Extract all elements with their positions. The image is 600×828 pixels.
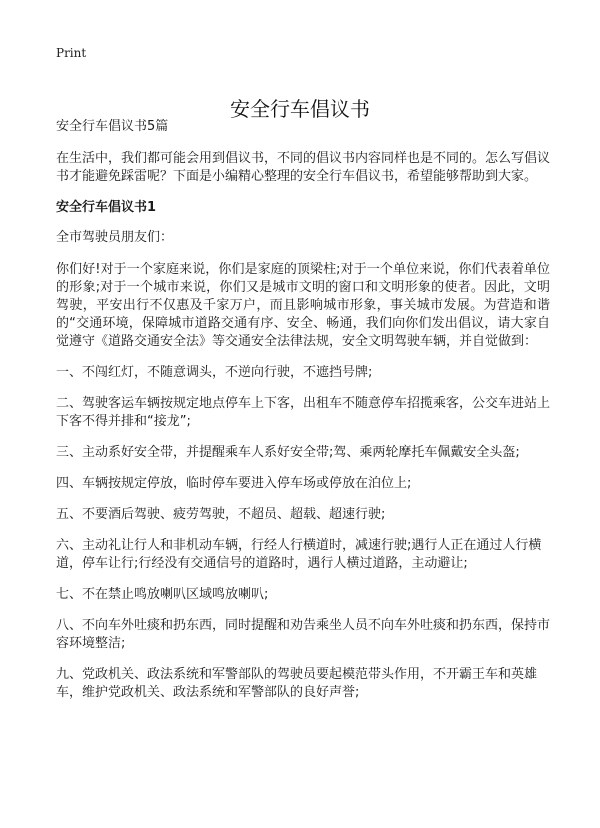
print-label: Print	[56, 46, 87, 60]
list-item: 六、主动礼让行人和非机动车辆，行经人行横道时，减速行驶;遇行人正在通过人行横道，停车让行;行经没有交通信号的道路时，遇行人横过道路，主动避让;	[56, 538, 542, 571]
list-item: 四、车辆按规定停放，临时停车要进入停车场或停放在泊位上;	[56, 476, 412, 491]
section-heading: 安全行车倡议书1	[56, 200, 157, 215]
list-item: 九、党政机关、政法系统和军警部队的驾驶员要起模范带头作用，不开霸王车和英雄车，维护党政机关、政法系统和军警部队的良好声誉;	[56, 667, 538, 700]
list-item: 三、主动系好安全带，并提醒乘车人系好安全带;驾、乘两轮摩托车佩戴安全头盔;	[56, 445, 520, 460]
document-subtitle: 安全行车倡议书5篇	[56, 119, 169, 134]
list-item: 七、不在禁止鸣放喇叭区域鸣放喇叭;	[56, 587, 269, 602]
list-item: 二、驾驶客运车辆按规定地点停车上下客，出租车不随意停车招揽乘客，公交车进站上下客不得并排和“接龙”;	[56, 396, 551, 429]
body-paragraph: 你们好!对于一个家庭来说，你们是家庭的顶梁柱;对于一个单位来说，你们代表着单位的形象;对于一个城市来说，你们又是城市文明的窗口和文明形象的使者。因此，文明驾驶，平安出行不仅惠及千家万户，而且影响城市形象，事关城市发展。为营造和谐的“交通环境，保障城市道路交通有序、安全、畅通，我们向你们发出倡议，请大家自觉遵守《道路交通安全法》等交通安全法律法规，安全文明驾驶车辆，并自觉做到：	[56, 262, 550, 349]
greeting: 全市驾驶员朋友们：	[56, 230, 174, 245]
intro-paragraph: 在生活中，我们都可能会用到倡议书，不同的倡议书内容同样也是不同的。怎么写倡议书才能避免踩雷呢？下面是小编精心整理的安全行车倡议书，希望能够帮助到大家。	[56, 151, 551, 184]
list-item: 八、不向车外吐痰和扔东西，同时提醒和劝告乘坐人员不向车外吐痰和扔东西，保持市容环境整洁;	[56, 618, 551, 651]
list-item: 一、不闯红灯，不随意调头，不逆向行驶，不遮挡号牌;	[56, 365, 373, 380]
document-title: 安全行车倡议书	[230, 97, 370, 122]
list-item: 五、不要酒后驾驶、疲劳驾驶，不超员、超载、超速行驶;	[56, 507, 386, 522]
document-content	[56, 118, 550, 715]
